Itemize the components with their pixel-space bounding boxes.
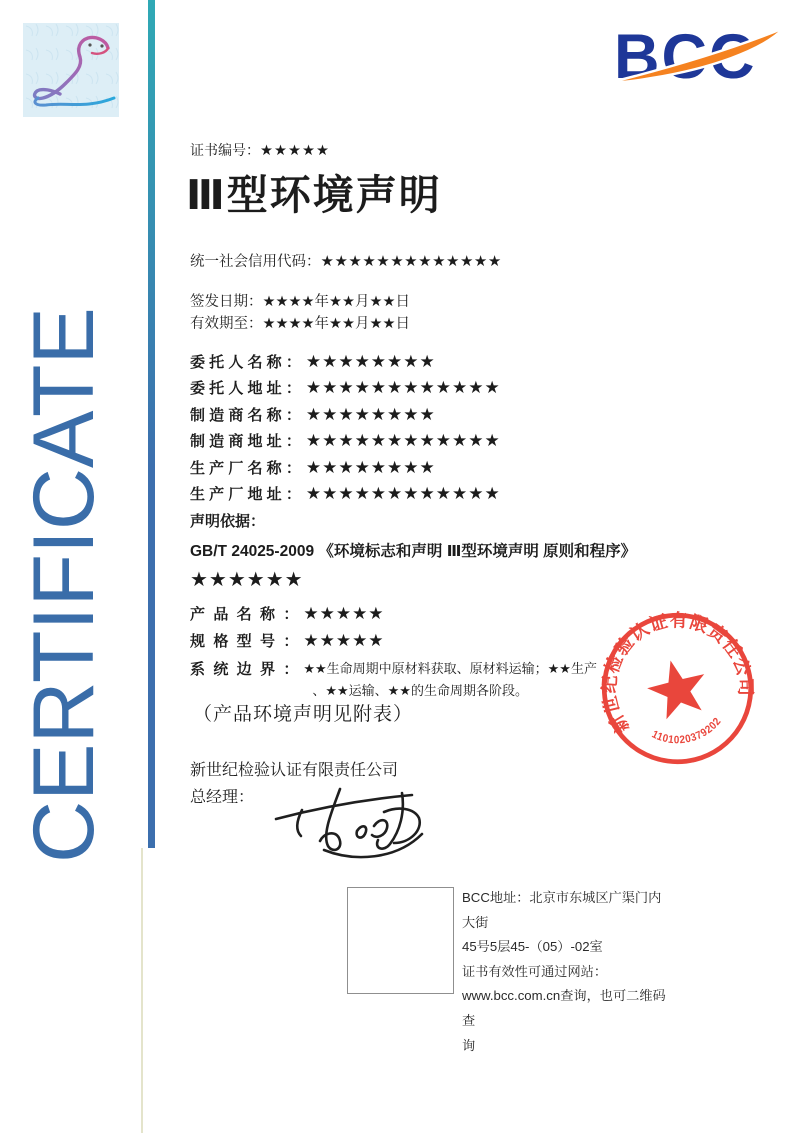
side-accent-line bbox=[148, 0, 155, 848]
footer-address-line: www.bcc.com.cn查询，也可二维码查 bbox=[462, 988, 666, 1028]
declaration-basis bbox=[190, 510, 636, 592]
spec-model-value: ★★★★★ bbox=[303, 630, 385, 650]
declaration-standard: GB/T 24025-2009 《环境标志和声明 Ⅲ型环境声明 原则和程序》 bbox=[190, 543, 637, 560]
signature-image bbox=[262, 786, 437, 866]
footer-address bbox=[462, 886, 672, 1058]
product-name-row bbox=[190, 603, 608, 630]
applicant-name-label: 委 托 人 名 称 ： bbox=[190, 354, 301, 371]
spec-model-row bbox=[190, 630, 608, 657]
applicant-name-row bbox=[190, 351, 501, 377]
factory-name-value: ★★★★★★★★ bbox=[305, 457, 436, 477]
footer-address-line: BCC地址：北京市东城区广渠门内大街 bbox=[462, 890, 662, 930]
issue-date-value: ★★★★年★★月★★日 bbox=[262, 294, 410, 310]
factory-address-label: 生 产 厂 地 址 ： bbox=[190, 485, 301, 503]
factory-address-row bbox=[190, 483, 501, 509]
qr-code-placeholder bbox=[347, 887, 454, 994]
seal-star-icon bbox=[642, 653, 713, 722]
issuer-company: 新世纪检验认证有限责任公司 bbox=[190, 762, 399, 779]
credit-code-value: ★★★★★★★★★★★★★ bbox=[320, 253, 502, 270]
footer-address-line: 证书有效性可通过网站： bbox=[462, 963, 608, 979]
party-fields bbox=[190, 351, 501, 509]
seal-company-text: 新世纪检验认证有限责任公司 bbox=[599, 610, 756, 737]
expiry-date-label: 有效期至： bbox=[190, 316, 263, 332]
manufacturer-name-label: 制 造 商 名 称 ： bbox=[190, 406, 301, 424]
manufacturer-address-label: 制 造 商 地 址 ： bbox=[190, 433, 301, 451]
side-fold-line bbox=[141, 848, 143, 1133]
beaver-logo-icon bbox=[22, 22, 120, 118]
declaration-basis-heading: 声明依据： bbox=[190, 513, 266, 530]
manufacturer-name-value: ★★★★★★★★ bbox=[305, 404, 436, 424]
applicant-name-value: ★★★★★★★★ bbox=[305, 352, 436, 371]
issue-date-row bbox=[190, 290, 410, 311]
company-seal-stamp bbox=[595, 606, 760, 771]
bcc-logo bbox=[610, 16, 788, 98]
manufacturer-name-row bbox=[190, 404, 501, 430]
footer-address-line: 45号5层45-（05）-02室 bbox=[462, 939, 603, 955]
seal-number-text: 1101020379202 bbox=[649, 714, 725, 747]
applicant-address-value: ★★★★★★★★★★★★ bbox=[305, 378, 501, 398]
certificate-number-value: ★★★★★ bbox=[260, 143, 330, 159]
expiry-date-row bbox=[190, 312, 410, 333]
declaration-stars: ★★★★★★ bbox=[190, 569, 304, 591]
product-section bbox=[190, 603, 608, 702]
manufacturer-address-row bbox=[190, 430, 501, 456]
page-title: Ⅲ型环境声明 bbox=[186, 172, 442, 218]
certificate-number-label: 证书编号： bbox=[190, 142, 260, 158]
system-boundary-value bbox=[303, 658, 608, 702]
system-boundary-line2: 、★★运输、★★的生命周期各阶段。 bbox=[312, 683, 528, 698]
svg-text:1101020379202 bbox=[648, 712, 727, 754]
certificate-number-row bbox=[190, 140, 330, 160]
system-boundary-line1: ★★生命周期中原材料获取、原材料运输；★★生产 bbox=[303, 661, 597, 676]
manufacturer-address-value: ★★★★★★★★★★★★ bbox=[305, 431, 501, 451]
issue-date-label: 签发日期： bbox=[190, 294, 263, 310]
annex-note: （产品环境声明见附表） bbox=[193, 704, 414, 725]
applicant-address-label: 委 托 人 地 址 ： bbox=[190, 380, 301, 398]
credit-code-row bbox=[190, 250, 502, 271]
system-boundary-row bbox=[190, 658, 608, 702]
footer-address-line: 询 bbox=[462, 1037, 476, 1053]
factory-name-label: 生 产 厂 名 称 ： bbox=[190, 459, 301, 477]
spec-model-label: 规 格 型 号 ： bbox=[190, 632, 299, 650]
applicant-address-row bbox=[190, 377, 501, 403]
signer-title: 总经理： bbox=[190, 789, 255, 806]
expiry-date-value: ★★★★年★★月★★日 bbox=[262, 316, 410, 332]
system-boundary-label: 系 统 边 界 ： bbox=[190, 661, 299, 678]
bcc-logo-text: BCC bbox=[614, 22, 757, 92]
product-name-value: ★★★★★ bbox=[303, 604, 385, 623]
credit-code-label: 统一社会信用代码： bbox=[190, 254, 321, 270]
product-name-label: 产 品 名 称 ： bbox=[190, 606, 299, 623]
vertical-certificate-label: CERTIFICATE bbox=[16, 307, 112, 863]
factory-name-row bbox=[190, 457, 501, 483]
factory-address-value: ★★★★★★★★★★★★ bbox=[305, 483, 501, 503]
